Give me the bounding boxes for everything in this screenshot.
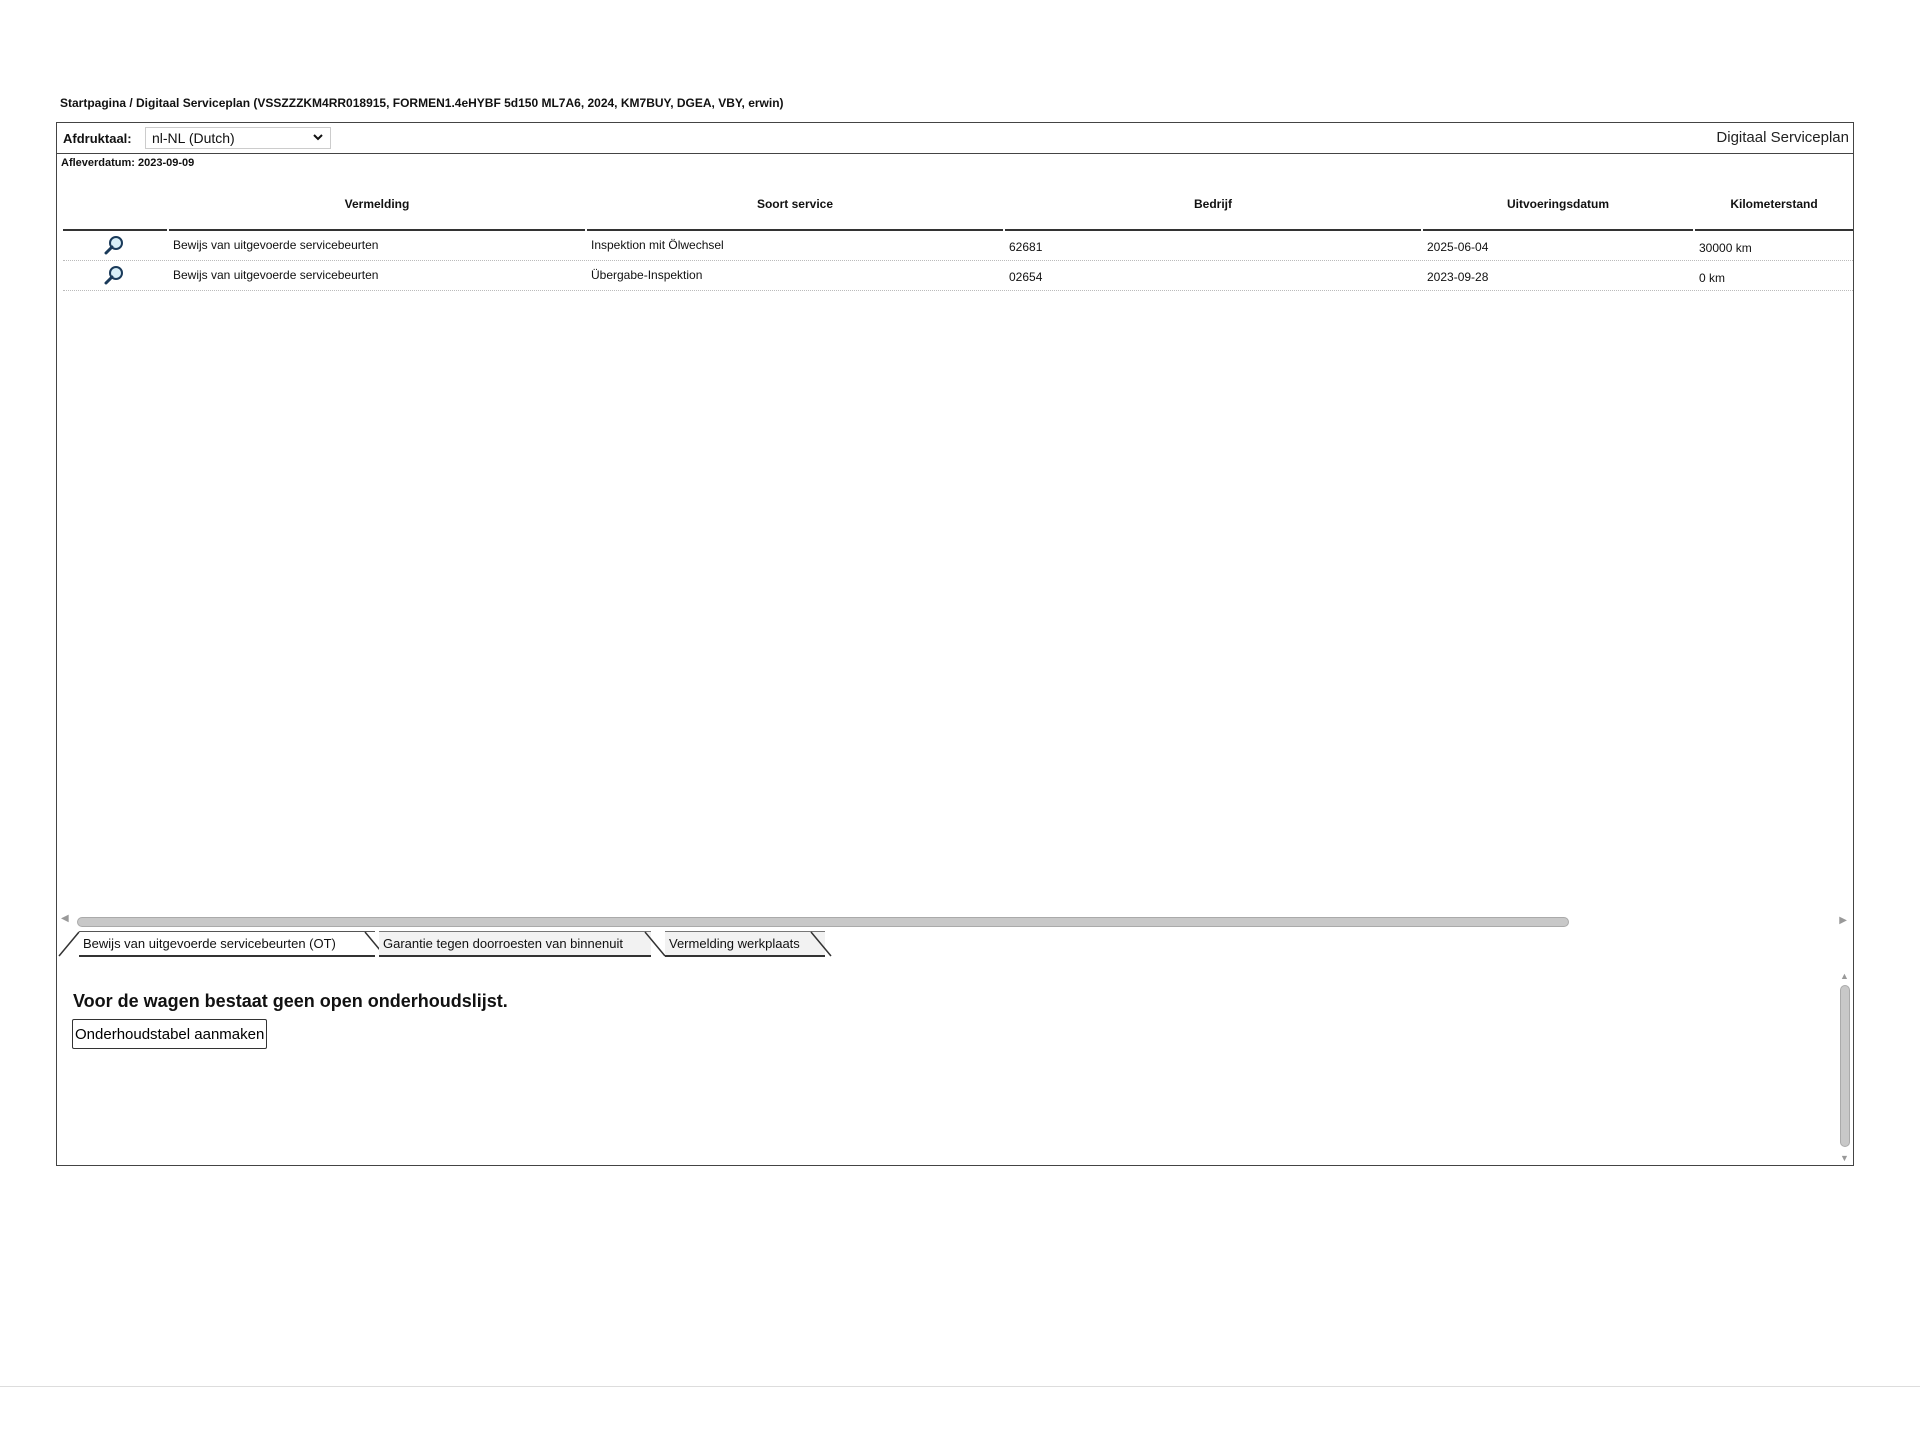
scroll-down-arrow-icon[interactable]: ▼ bbox=[1840, 1153, 1849, 1163]
cell-uitvoeringsdatum: 2025-06-04 bbox=[1427, 240, 1489, 254]
language-select-value: nl-NL (Dutch) bbox=[152, 130, 235, 146]
magnifier-icon[interactable] bbox=[103, 264, 125, 286]
cell-bedrijf: 62681 bbox=[1009, 240, 1043, 254]
delivery-date: Afleverdatum: 2023-09-09 bbox=[61, 157, 195, 169]
column-header-action bbox=[63, 179, 167, 231]
chevron-down-icon bbox=[312, 131, 324, 146]
cell-kilometerstand: 0 km bbox=[1699, 271, 1726, 285]
page-divider bbox=[0, 1386, 1920, 1387]
tab-bewijs-servicebeurten[interactable] bbox=[79, 931, 375, 957]
cell-soort-service: Übergabe-Inspektion bbox=[591, 268, 703, 282]
vertical-scrollbar[interactable] bbox=[1837, 971, 1851, 1163]
table-row[interactable] bbox=[63, 261, 1853, 291]
column-header-vermelding[interactable]: Vermelding bbox=[169, 179, 585, 231]
scroll-right-arrow-icon[interactable]: ▶ bbox=[1839, 915, 1847, 926]
tab-garantie-doorroesten[interactable] bbox=[379, 931, 651, 957]
scroll-left-arrow-icon[interactable]: ◀ bbox=[61, 913, 69, 924]
tab-edge-decoration bbox=[643, 931, 667, 957]
column-header-bedrijf[interactable]: Bedrijf bbox=[1005, 179, 1421, 231]
no-maintenance-list-message: Voor de wagen bestaat geen open onderhoudslijst. bbox=[73, 991, 508, 1011]
language-label: Afdruktaal: bbox=[63, 131, 132, 146]
cell-uitvoeringsdatum: 2023-09-28 bbox=[1427, 270, 1489, 284]
create-maintenance-table-button[interactable]: Onderhoudstabel aanmaken bbox=[72, 1019, 267, 1049]
cell-vermelding: Bewijs van uitgevoerde servicebeurten bbox=[173, 268, 379, 282]
top-bar bbox=[57, 123, 1853, 154]
tab-vermelding-werkplaats[interactable] bbox=[665, 931, 825, 957]
tab-label: Garantie tegen doorroesten van binnenuit bbox=[383, 936, 623, 951]
table-row[interactable] bbox=[63, 231, 1853, 261]
tab-label: Bewijs van uitgevoerde servicebeurten (OT) bbox=[83, 936, 336, 951]
breadcrumb[interactable]: Startpagina / Digitaal Serviceplan (VSSZZZKM4RR018915, FORMEN1.4eHYBF 5d150 ML7A6, 2024, KM7BUY, DGEA, VBY, erwin) bbox=[60, 96, 784, 110]
cell-bedrijf: 02654 bbox=[1009, 270, 1043, 284]
cell-vermelding: Bewijs van uitgevoerde servicebeurten bbox=[173, 238, 379, 252]
app-title: Digitaal Serviceplan bbox=[1716, 129, 1849, 146]
table-header bbox=[63, 179, 1853, 231]
tab-label: Vermelding werkplaats bbox=[669, 936, 800, 951]
cell-kilometerstand: 30000 km bbox=[1699, 241, 1752, 255]
column-header-uitvoeringsdatum[interactable]: Uitvoeringsdatum bbox=[1423, 179, 1693, 231]
column-header-kilometerstand[interactable]: Kilometerstand bbox=[1695, 179, 1853, 231]
scroll-up-arrow-icon[interactable]: ▲ bbox=[1840, 971, 1849, 981]
tab-edge-decoration bbox=[57, 931, 81, 957]
cell-soort-service: Inspektion mit Ölwechsel bbox=[591, 238, 724, 252]
service-table bbox=[63, 179, 1853, 291]
horizontal-scrollbar[interactable] bbox=[57, 913, 1853, 929]
language-select[interactable] bbox=[145, 127, 331, 149]
column-header-soort-service[interactable]: Soort service bbox=[587, 179, 1003, 231]
vertical-scroll-thumb[interactable] bbox=[1840, 985, 1850, 1147]
service-plan-frame bbox=[56, 122, 1854, 1166]
horizontal-scroll-thumb[interactable] bbox=[77, 917, 1569, 927]
magnifier-icon[interactable] bbox=[103, 234, 125, 256]
tab-edge-decoration bbox=[809, 931, 833, 957]
